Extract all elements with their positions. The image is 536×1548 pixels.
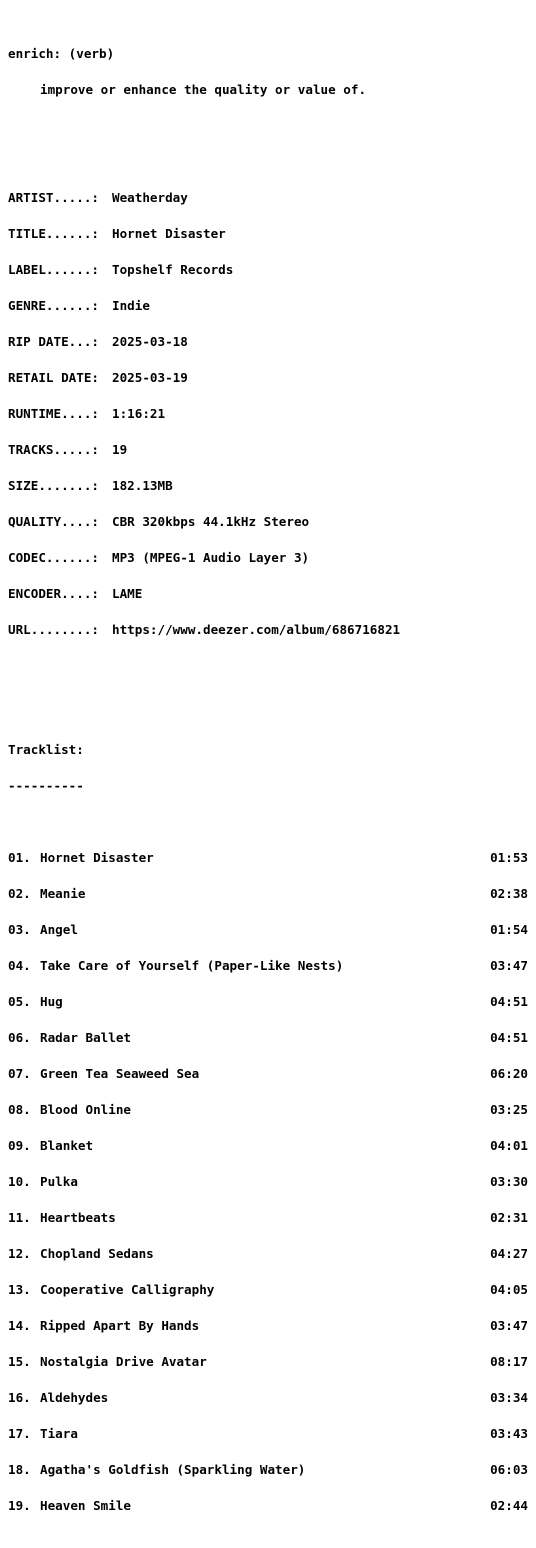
track-duration: 02:44 — [490, 1498, 528, 1513]
header-definition: improve or enhance the quality or value of. — [40, 82, 367, 97]
track-number: 05. — [8, 994, 31, 1009]
track-title: Chopland Sedans — [40, 1246, 154, 1261]
track-duration: 03:43 — [490, 1426, 528, 1441]
info-key: GENRE......: — [8, 298, 99, 313]
info-row-tracks — [8, 444, 528, 456]
info-value: LAME — [112, 586, 143, 601]
track-row — [8, 1104, 528, 1116]
track-number: 10. — [8, 1174, 31, 1189]
spacer — [8, 696, 528, 708]
info-row-label — [8, 264, 528, 276]
info-key: TRACKS.....: — [8, 442, 99, 457]
track-row — [8, 1248, 528, 1260]
info-key: LABEL......: — [8, 262, 99, 277]
info-row-runtime — [8, 408, 528, 420]
track-duration: 02:38 — [490, 886, 528, 901]
track-number: 13. — [8, 1282, 31, 1297]
info-key: TITLE......: — [8, 226, 99, 241]
track-duration: 04:05 — [490, 1282, 528, 1297]
track-number: 07. — [8, 1066, 31, 1081]
track-title: Pulka — [40, 1174, 78, 1189]
info-row-quality — [8, 516, 528, 528]
info-key: RIP DATE...: — [8, 334, 99, 349]
track-row — [8, 1140, 528, 1152]
track-duration: 01:54 — [490, 922, 528, 937]
track-number: 12. — [8, 1246, 31, 1261]
track-row — [8, 1464, 528, 1476]
track-row — [8, 1284, 528, 1296]
track-duration: 08:17 — [490, 1354, 528, 1369]
track-title: Meanie — [40, 886, 86, 901]
info-row-encoder — [8, 588, 528, 600]
track-duration: 03:25 — [490, 1102, 528, 1117]
info-value: Weatherday — [112, 190, 188, 205]
nfo-document — [8, 24, 528, 1548]
track-number: 19. — [8, 1498, 31, 1513]
info-row-rip-date — [8, 336, 528, 348]
track-row — [8, 1428, 528, 1440]
info-block — [8, 168, 528, 660]
track-duration: 03:34 — [490, 1390, 528, 1405]
info-value: Hornet Disaster — [112, 226, 226, 241]
track-number: 17. — [8, 1426, 31, 1441]
track-title: Heartbeats — [40, 1210, 116, 1225]
track-title: Agatha's Goldfish (Sparkling Water) — [40, 1462, 306, 1477]
info-key: CODEC......: — [8, 550, 99, 565]
track-number: 02. — [8, 886, 31, 901]
track-title: Hug — [40, 994, 63, 1009]
track-row — [8, 852, 528, 864]
track-title: Heaven Smile — [40, 1498, 131, 1513]
track-number: 01. — [8, 850, 31, 865]
info-key: URL........: — [8, 622, 99, 637]
info-row-title — [8, 228, 528, 240]
track-number: 14. — [8, 1318, 31, 1333]
track-title: Tiara — [40, 1426, 78, 1441]
track-title: Ripped Apart By Hands — [40, 1318, 200, 1333]
track-title: Blanket — [40, 1138, 94, 1153]
track-title: Angel — [40, 922, 78, 937]
track-duration: 04:51 — [490, 994, 528, 1009]
info-row-url — [8, 624, 528, 636]
info-row-codec — [8, 552, 528, 564]
info-value: 2025-03-19 — [112, 370, 188, 385]
track-title: Cooperative Calligraphy — [40, 1282, 215, 1297]
track-title: Blood Online — [40, 1102, 131, 1117]
info-value: 2025-03-18 — [112, 334, 188, 349]
info-value: 182.13MB — [112, 478, 173, 493]
track-row — [8, 1068, 528, 1080]
info-key: RETAIL DATE: — [8, 370, 99, 385]
track-duration: 03:47 — [490, 1318, 528, 1333]
track-row — [8, 1500, 528, 1512]
track-number: 06. — [8, 1030, 31, 1045]
track-title: Take Care of Yourself (Paper-Like Nests) — [40, 958, 344, 973]
info-row-retail-date — [8, 372, 528, 384]
tracklist-underline: ---------- — [8, 778, 84, 793]
info-value: MP3 (MPEG-1 Audio Layer 3) — [112, 550, 310, 565]
info-value: 1:16:21 — [112, 406, 166, 421]
track-number: 08. — [8, 1102, 31, 1117]
info-value-url: https://www.deezer.com/album/686716821 — [112, 622, 401, 637]
track-number: 09. — [8, 1138, 31, 1153]
info-row-artist — [8, 192, 528, 204]
track-title: Aldehydes — [40, 1390, 109, 1405]
track-duration: 04:51 — [490, 1030, 528, 1045]
track-row — [8, 1032, 528, 1044]
track-row — [8, 1212, 528, 1224]
spacer — [8, 120, 528, 132]
track-title: Radar Ballet — [40, 1030, 131, 1045]
track-title: Green Tea Seaweed Sea — [40, 1066, 200, 1081]
tracklist-heading: Tracklist: — [8, 742, 84, 757]
info-key: QUALITY....: — [8, 514, 99, 529]
info-key: SIZE.......: — [8, 478, 99, 493]
track-number: 04. — [8, 958, 31, 973]
track-duration: 03:47 — [490, 958, 528, 973]
info-row-genre — [8, 300, 528, 312]
header-word: enrich: (verb) — [8, 46, 115, 61]
info-key: ARTIST.....: — [8, 190, 99, 205]
track-number: 16. — [8, 1390, 31, 1405]
track-row — [8, 1392, 528, 1404]
track-duration: 06:20 — [490, 1066, 528, 1081]
track-duration: 04:01 — [490, 1138, 528, 1153]
track-duration: 06:03 — [490, 1462, 528, 1477]
info-value: Topshelf Records — [112, 262, 234, 277]
track-title: Nostalgia Drive Avatar — [40, 1354, 207, 1369]
info-value: Indie — [112, 298, 150, 313]
track-row — [8, 1176, 528, 1188]
info-row-size — [8, 480, 528, 492]
track-duration: 03:30 — [490, 1174, 528, 1189]
track-row — [8, 960, 528, 972]
info-key: RUNTIME....: — [8, 406, 99, 421]
info-value: 19 — [112, 442, 128, 457]
track-row — [8, 888, 528, 900]
track-row — [8, 996, 528, 1008]
tracklist — [8, 828, 528, 1536]
info-value: CBR 320kbps 44.1kHz Stereo — [112, 514, 310, 529]
track-duration: 01:53 — [490, 850, 528, 865]
track-title: Hornet Disaster — [40, 850, 154, 865]
info-key: ENCODER....: — [8, 586, 99, 601]
track-duration: 04:27 — [490, 1246, 528, 1261]
track-number: 11. — [8, 1210, 31, 1225]
track-number: 03. — [8, 922, 31, 937]
track-number: 18. — [8, 1462, 31, 1477]
track-row — [8, 924, 528, 936]
track-number: 15. — [8, 1354, 31, 1369]
track-row — [8, 1320, 528, 1332]
track-row — [8, 1356, 528, 1368]
track-duration: 02:31 — [490, 1210, 528, 1225]
